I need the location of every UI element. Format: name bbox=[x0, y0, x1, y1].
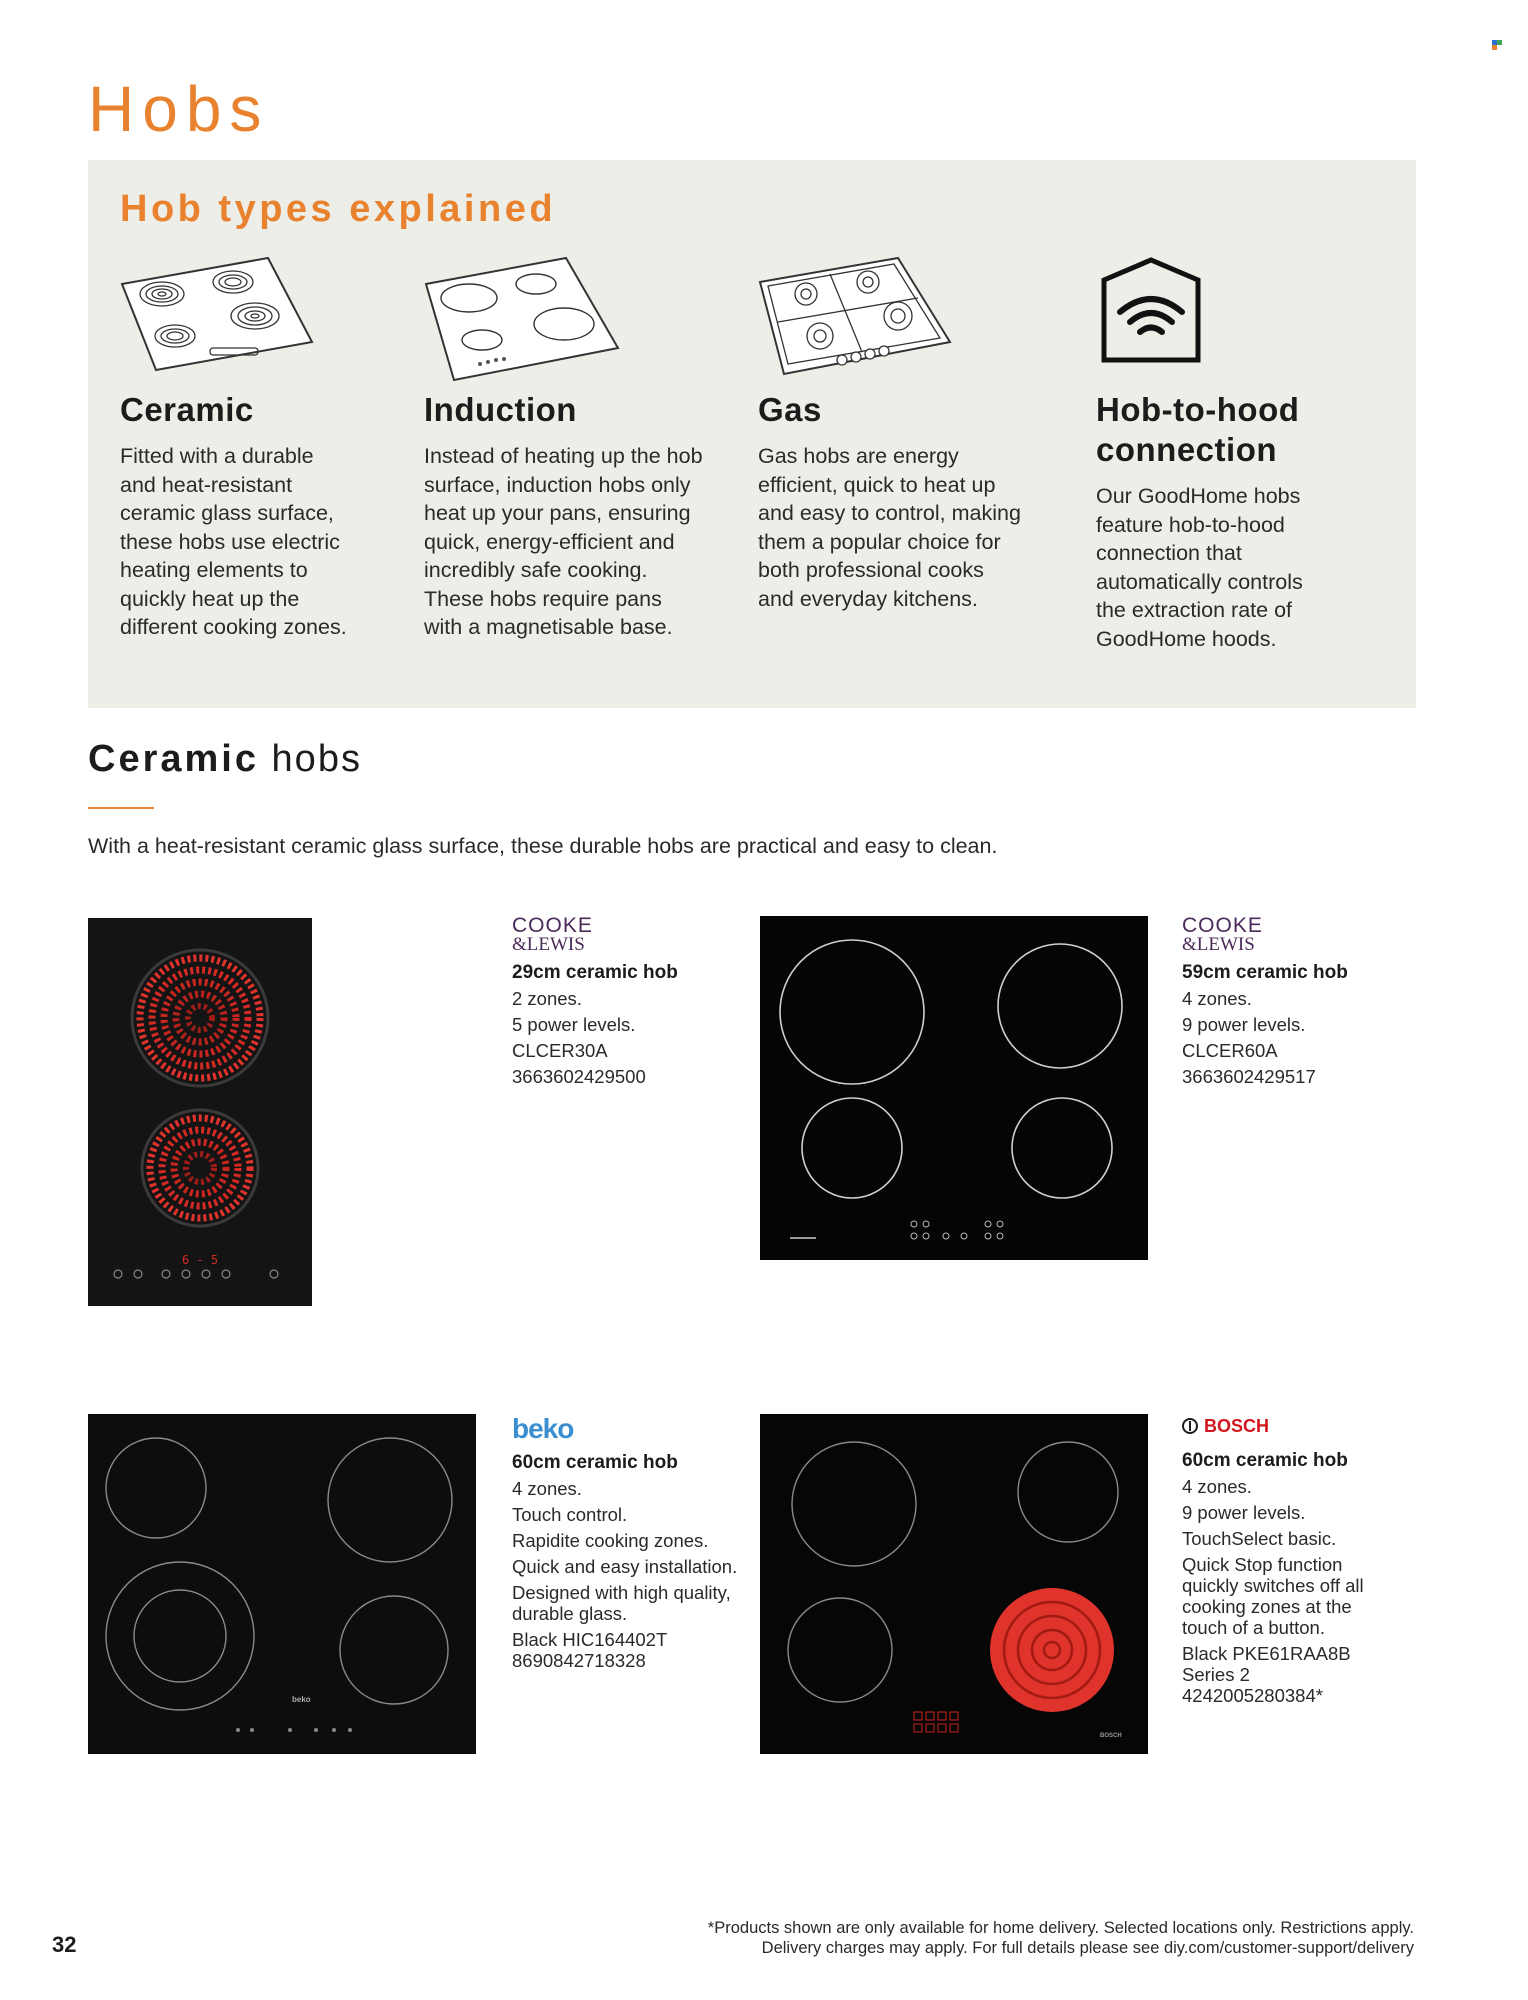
brand-logo-bosch: BOSCH bbox=[1182, 1414, 1432, 1438]
type-gas bbox=[758, 256, 1021, 611]
footnote-line: Delivery charges may apply. For full details please see diy.com/customer-support/delivery bbox=[761, 1939, 1414, 1957]
wifi-home-icon bbox=[1096, 256, 1206, 366]
type-desc-line: Fitted with a durable bbox=[120, 444, 314, 468]
product-spec-line: Touch control. bbox=[512, 1504, 628, 1525]
hob-types-title: Hob types explained bbox=[120, 188, 557, 230]
product-spec-line: touch of a button. bbox=[1182, 1617, 1325, 1638]
product-spec-hic164402t bbox=[512, 1414, 762, 1671]
product-spec-line: Designed with high quality, bbox=[512, 1582, 731, 1603]
product-spec-pke61raa8b bbox=[1182, 1414, 1432, 1706]
product-image-hic164402t bbox=[88, 1414, 476, 1754]
product-spec-line: 4242005280384* bbox=[1182, 1685, 1323, 1706]
type-desc-line: quickly heat up the bbox=[120, 586, 300, 611]
section-title bbox=[88, 738, 362, 781]
type-desc-line: the extraction rate of bbox=[1096, 598, 1292, 622]
product-spec-line: cooking zones at the bbox=[1182, 1596, 1352, 1617]
product-spec-line: 4 zones. bbox=[1182, 1476, 1252, 1497]
bosch-armature-icon bbox=[1182, 1418, 1198, 1434]
section-divider bbox=[88, 807, 154, 809]
product-name: 59cm ceramic hob bbox=[1182, 962, 1348, 983]
type-desc-line: these hobs use electric bbox=[120, 529, 340, 554]
type-name-induction: Induction bbox=[424, 391, 577, 428]
brand-logo-cooke-lewis: COOKE &LEWIS bbox=[512, 914, 593, 955]
product-spec-line: Black PKE61RAA8B bbox=[1182, 1643, 1351, 1664]
type-desc-line: and easy to control, making bbox=[758, 501, 1021, 525]
type-name-hob-to-hood: connection bbox=[1096, 431, 1278, 468]
product-spec-line: 9 power levels. bbox=[1182, 1502, 1306, 1523]
product-spec-line: 2 zones. bbox=[512, 988, 582, 1009]
product-spec-line: 3663602429517 bbox=[1182, 1066, 1316, 1087]
type-desc-line: Gas hobs are energy bbox=[758, 444, 959, 468]
product-spec-line: TouchSelect basic. bbox=[1182, 1528, 1337, 1549]
type-desc-line: efficient, quick to heat up bbox=[758, 472, 996, 497]
type-desc-line: connection that bbox=[1096, 541, 1242, 565]
product-spec-line: 9 power levels. bbox=[1182, 1014, 1306, 1035]
type-desc-line: ceramic glass surface, bbox=[120, 501, 334, 525]
product-spec-clcer30a bbox=[512, 916, 752, 1092]
product-spec-line: 8690842718328 bbox=[512, 1650, 646, 1671]
product-name: 60cm ceramic hob bbox=[512, 1452, 678, 1473]
type-desc-line: heat up your pans, ensuring bbox=[424, 501, 691, 525]
type-desc-line: heating elements to bbox=[120, 558, 308, 582]
hob-display-text: 6 - 5 bbox=[181, 1253, 219, 1267]
product-spec-line: CLCER30A bbox=[512, 1040, 608, 1061]
type-name-gas: Gas bbox=[758, 391, 822, 428]
type-desc-line: feature hob-to-hood bbox=[1096, 512, 1285, 537]
product-spec-line: Quick Stop function bbox=[1182, 1554, 1343, 1575]
product-name: 60cm ceramic hob bbox=[1182, 1450, 1348, 1471]
page-title: Hobs bbox=[88, 73, 270, 145]
type-desc-line: These hobs require pans bbox=[424, 586, 662, 611]
type-desc-line: them a popular choice for bbox=[758, 529, 1001, 554]
product-spec-line: quickly switches off all bbox=[1182, 1575, 1364, 1596]
brand-logo-beko: beko bbox=[512, 1413, 574, 1444]
product-image-pke61raa8b bbox=[760, 1414, 1148, 1754]
product-spec-line: Black HIC164402T bbox=[512, 1629, 668, 1650]
type-desc-line: and everyday kitchens. bbox=[758, 586, 978, 611]
hob-brand-text: beko bbox=[292, 1695, 311, 1704]
type-desc-line: Our GoodHome hobs bbox=[1096, 484, 1301, 508]
page-number: 32 bbox=[52, 1932, 77, 1957]
type-desc-line: incredibly safe cooking. bbox=[424, 558, 648, 582]
product-spec-line: durable glass. bbox=[512, 1603, 628, 1624]
type-name-hob-to-hood: Hob-to-hood bbox=[1096, 391, 1300, 428]
product-spec-line: Series 2 bbox=[1182, 1664, 1250, 1685]
corner-logo-mark bbox=[1492, 40, 1502, 50]
section-title-rest: hobs bbox=[271, 738, 362, 780]
type-name-ceramic: Ceramic bbox=[120, 391, 254, 428]
type-desc-line: surface, induction hobs only bbox=[424, 472, 691, 497]
type-hob-to-hood bbox=[1096, 256, 1303, 651]
type-desc-line: both professional cooks bbox=[758, 558, 984, 582]
product-image-clcer30a bbox=[88, 918, 312, 1306]
product-spec-line: 4 zones. bbox=[512, 1478, 582, 1499]
footnote-line: *Products shown are only available for home delivery. Selected locations only. Restrictions apply. bbox=[707, 1919, 1414, 1937]
type-desc-line: automatically controls bbox=[1096, 569, 1303, 594]
brand-logo-cooke-lewis: COOKE &LEWIS bbox=[1182, 914, 1263, 955]
type-desc-line: quick, energy-efficient and bbox=[424, 529, 675, 554]
section-intro: With a heat-resistant ceramic glass surface, these durable hobs are practical and easy to clean. bbox=[88, 834, 998, 858]
product-spec-line: 4 zones. bbox=[1182, 988, 1252, 1009]
product-spec-line: Quick and easy installation. bbox=[512, 1556, 738, 1577]
product-spec-line: Rapidite cooking zones. bbox=[512, 1530, 709, 1551]
product-name: 29cm ceramic hob bbox=[512, 962, 678, 983]
type-desc-line: with a magnetisable base. bbox=[424, 615, 673, 639]
type-desc-line: Instead of heating up the hob bbox=[424, 444, 703, 468]
type-induction bbox=[424, 256, 703, 639]
product-spec-line: 3663602429500 bbox=[512, 1066, 646, 1087]
ceramic-hob-icon bbox=[120, 256, 320, 376]
product-spec-line: CLCER60A bbox=[1182, 1040, 1278, 1061]
product-spec-line: 5 power levels. bbox=[512, 1014, 636, 1035]
type-desc-line: different cooking zones. bbox=[120, 615, 347, 639]
gas-hob-icon bbox=[758, 256, 958, 382]
induction-hob-icon bbox=[424, 256, 624, 386]
product-image-clcer60a bbox=[760, 916, 1148, 1260]
delivery-footnote bbox=[708, 1918, 1414, 1958]
type-ceramic bbox=[120, 256, 347, 639]
product-spec-clcer60a bbox=[1182, 916, 1422, 1092]
hob-brand-text: BOSCH bbox=[1100, 1733, 1122, 1739]
section-title-bold: Ceramic bbox=[88, 738, 259, 780]
type-desc-line: GoodHome hoods. bbox=[1096, 626, 1277, 651]
hob-types-panel bbox=[88, 160, 1416, 708]
type-desc-line: and heat-resistant bbox=[120, 472, 293, 497]
